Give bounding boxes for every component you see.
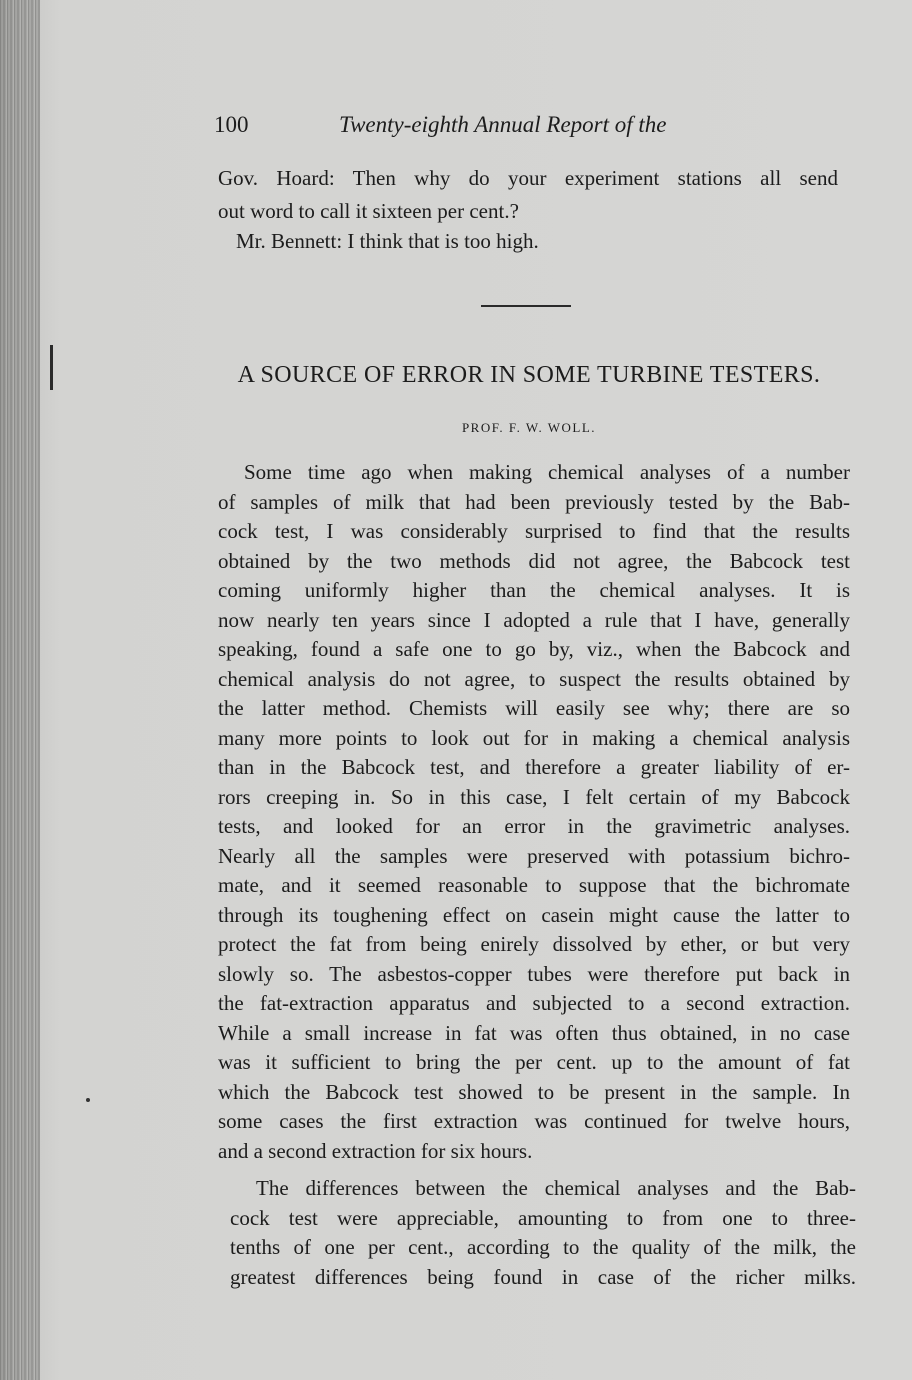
paragraph-line: many more points to look out for in making a chemical analysis	[218, 725, 850, 750]
paragraph-line: cock test, I was considerably surprised to find that the results	[218, 519, 850, 543]
section-divider	[481, 305, 571, 307]
paragraph-line: slowly so. The asbestos-copper tubes were therefore put back in	[218, 961, 850, 986]
dialogue-line: Mr. Bennett: I think that is too high.	[236, 229, 539, 253]
paragraph-line: tests, and looked for an error in the gravimetric analyses.	[218, 814, 850, 838]
paragraph-line: was it sufficient to bring the per cent. up to the amount of fat	[218, 1050, 850, 1074]
paragraph-line: Some time ago when making chemical analyses of a number	[244, 460, 850, 484]
paragraph-line: chemical analysis do not agree, to suspect the results obtained by	[218, 666, 850, 691]
paragraph-line: of samples of milk that had been previously tested by the Bab-	[218, 489, 850, 514]
paragraph-line: the latter method. Chemists will easily see why; there are so	[218, 696, 850, 720]
paragraph-line: some cases the first extraction was continued for twelve hours,	[218, 1109, 850, 1133]
article-author: PROF. F. W. WOLL.	[461, 420, 597, 435]
paragraph-line: greatest differences being found in case of the richer milks.	[230, 1264, 856, 1289]
paragraph-line: protect the fat from being enirely dissolved by ether, or but very	[218, 932, 850, 956]
paragraph-line: mate, and it seemed reasonable to suppose that the bichromate	[218, 873, 850, 897]
paragraph-line: rors creeping in. So in this case, I felt certain of my Babcock	[218, 784, 850, 809]
paragraph-line: which the Babcock test showed to be present in the sample. In	[218, 1079, 850, 1104]
book-binding-edge	[0, 0, 40, 1380]
paragraph-line: through its toughening effect on casein might cause the latter to	[218, 902, 850, 927]
paragraph-line: tenths of one per cent., according to the quality of the milk, the	[230, 1235, 856, 1259]
paragraph-line: While a small increase in fat was often thus obtained, in no case	[218, 1020, 850, 1045]
paragraph-line: obtained by the two methods did not agree, the Babcock test	[218, 548, 850, 573]
running-head-title: Twenty-eighth Annual Report of the	[339, 112, 667, 137]
paragraph-line: and a second extraction for six hours.	[218, 1138, 533, 1163]
article-heading: A SOURCE OF ERROR IN SOME TURBINE TESTERS.	[237, 362, 821, 388]
paragraph-line: speaking, found a safe one to go by, viz., when the Babcock and	[218, 637, 850, 661]
paragraph-line: than in the Babcock test, and therefore a greater liability of er-	[218, 755, 850, 779]
paragraph-line: the fat-extraction apparatus and subjected to a second extraction.	[218, 991, 850, 1015]
page-speck	[86, 1098, 90, 1102]
binding-mark	[50, 345, 53, 390]
paragraph-line: The differences between the chemical analyses and the Bab-	[256, 1176, 856, 1200]
paragraph-line: cock test were appreciable, amounting to from one to three-	[230, 1205, 856, 1230]
paragraph-line: Nearly all the samples were preserved with potassium bichro-	[218, 843, 850, 868]
paragraph-line: now nearly ten years since I adopted a rule that I have, generally	[218, 607, 850, 632]
dialogue-line: Gov. Hoard: Then why do your experiment stations all send	[218, 166, 838, 190]
page-number: 100	[214, 112, 249, 137]
dialogue-line: out word to call it sixteen per cent.?	[218, 199, 519, 223]
paragraph-line: coming uniformly higher than the chemical analyses. It is	[218, 578, 850, 602]
running-head	[214, 112, 714, 142]
